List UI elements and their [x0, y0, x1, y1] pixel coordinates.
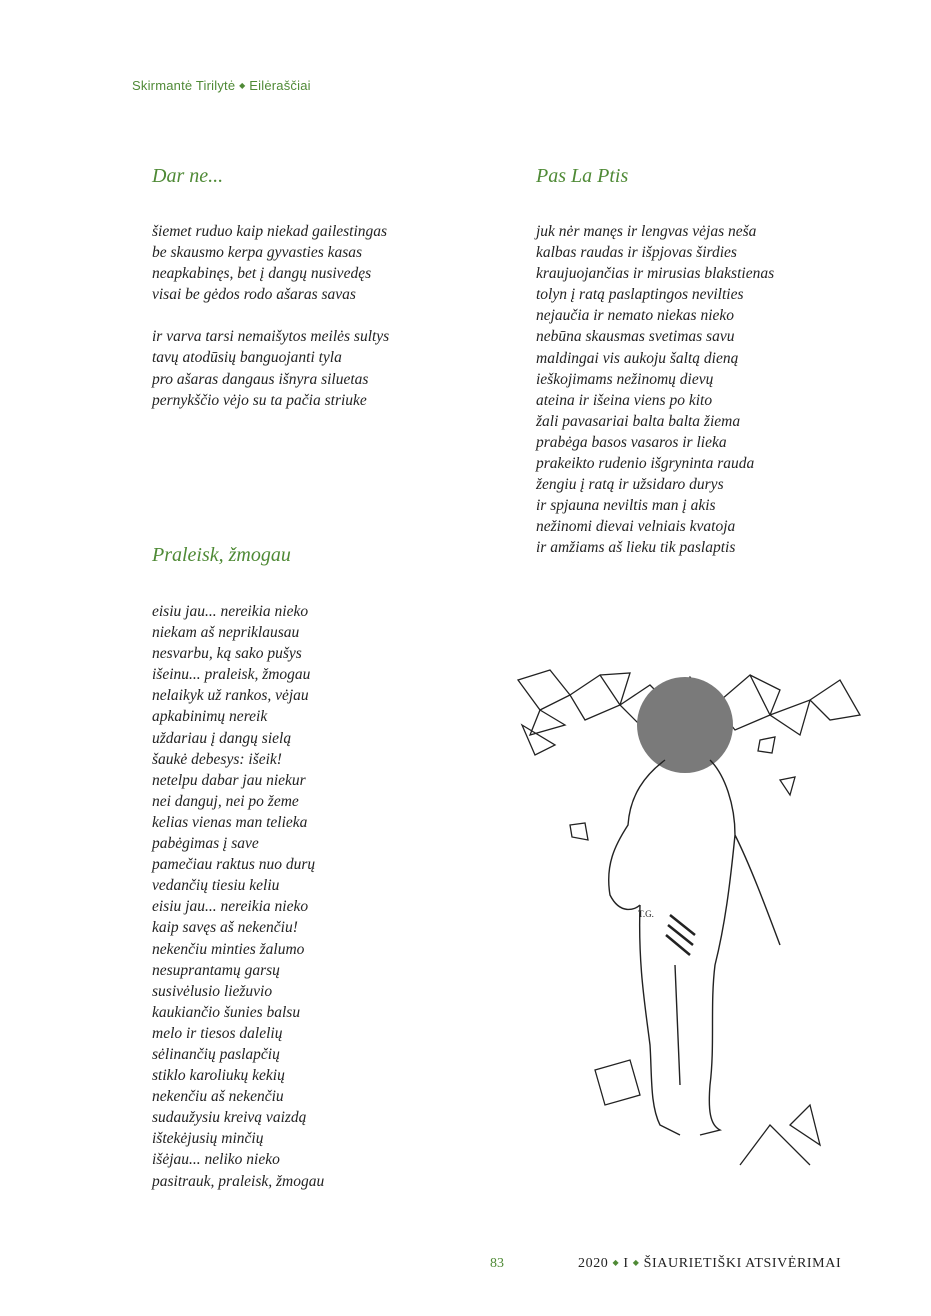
poem-line: uždariau į dangų sielą [152, 729, 292, 747]
poem-line: nei danguj, nei po žeme [152, 792, 299, 810]
artist-signature: T.G. [638, 909, 654, 919]
poem-body [536, 221, 774, 559]
poem-line: prakeikto rudenio išgryninta rauda [536, 455, 755, 473]
stanza-gap [152, 305, 389, 326]
poem-line: kaukiančio šunies balsu [152, 1003, 301, 1021]
poem-pas-la-ptis [536, 165, 774, 559]
section-name: Eilėraščiai [249, 78, 311, 93]
poem-line: be skausmo kerpa gyvasties kasas [152, 244, 363, 262]
poem-body [152, 601, 324, 1192]
poem-line: visai be gėdos rodo ašaras savas [152, 286, 356, 304]
poem-line: nekenčiu aš nekenčiu [152, 1088, 284, 1106]
separator-diamond-icon: ◆ [239, 81, 246, 90]
poem-line: niekam aš nepriklausau [152, 624, 300, 642]
poem-line: ir amžiams aš lieku tik paslaptis [536, 539, 736, 557]
poem-line: ir spjauna neviltis man į akis [536, 497, 716, 515]
poem-line: šiemet ruduo kaip niekad gailestingas [152, 223, 388, 240]
poem-praleisk-zmogau [152, 544, 324, 1192]
poem-line: žengiu į ratą ir užsidaro durys [536, 476, 724, 494]
poem-title: Pas La Ptis [536, 165, 629, 187]
poem-line: išėjau... neliko nieko [152, 1151, 280, 1169]
poem-line: maldingai vis aukoju šaltą dieną [536, 349, 739, 367]
poem-title: Dar ne... [152, 165, 224, 187]
poem-line: pamečiau raktus nuo durų [152, 856, 316, 874]
journal-name: ŠIAURIETIŠKI ATSIVĖRIMAI [643, 1256, 842, 1271]
poem-line: kaip savęs aš nekenčiu! [152, 919, 298, 937]
running-head [132, 78, 311, 93]
poem-line: ištekėjusių minčių [152, 1130, 264, 1148]
poem-line: nelaikyk už rankos, vėjau [152, 687, 309, 705]
poem-line: eisiu jau... nereikia nieko [152, 898, 309, 916]
poem-line: prabėga basos vasaros ir lieka [536, 433, 727, 451]
poem-line: tavų atodūsių banguojanti tyla [152, 349, 342, 367]
poem-line: kalbas raudas ir išpjovas širdies [536, 244, 737, 262]
grey-circle-head [637, 677, 733, 773]
poem-line: tolyn į ratą paslaptingos nevilties [536, 286, 744, 304]
poem-line: neapkabinęs, bet į dangų nusivedęs [152, 265, 372, 283]
poem-line: ieškojimams nežinomų dievų [536, 370, 714, 388]
page-number: 83 [490, 1256, 504, 1271]
poem-line: kraujuojančias ir mirusias blakstienas [536, 265, 775, 283]
poem-line: išeinu... praleisk, žmogau [152, 666, 311, 684]
human-figure [609, 760, 780, 1135]
separator-diamond-icon: ◆ [632, 1258, 640, 1267]
poem-line: kelias vienas man telieka [152, 813, 308, 831]
poem-body [152, 221, 389, 411]
poem-line: pasitrauk, praleisk, žmogau [152, 1172, 325, 1190]
poem-line: ir varva tarsi nemaišytos meilės sultys [152, 328, 390, 346]
poem-line: eisiu jau... nereikia nieko [152, 603, 309, 620]
poem-line: juk nėr manęs ir lengvas vėjas neša [536, 223, 757, 240]
poem-line: pabėgimas į save [152, 835, 259, 853]
issue-year: 2020 [578, 1256, 609, 1271]
author-name: Skirmantė Tirilytė [132, 78, 236, 93]
poem-title: Praleisk, žmogau [152, 544, 291, 566]
poem-line: nežinomi dievai velniais kvatoja [536, 518, 736, 536]
poem-dar-ne [152, 165, 389, 411]
poem-line: nesvarbu, ką sako pušys [152, 645, 302, 663]
separator-diamond-icon: ◆ [612, 1258, 620, 1267]
poem-line: sėlinančių paslapčių [152, 1045, 280, 1063]
poem-line: nejaučia ir nemato niekas nieko [536, 307, 735, 325]
poem-line: pro ašaras dangaus išnyra siluetas [152, 370, 369, 388]
poem-line: vedančių tiesiu keliu [152, 877, 280, 895]
poem-line: nebūna skausmas svetimas savu [536, 328, 735, 346]
poem-line: netelpu dabar jau niekur [152, 771, 306, 789]
issue-number: I [623, 1256, 629, 1271]
journal-footer [578, 1256, 841, 1272]
poem-line: nekenčiu minties žalumo [152, 940, 305, 958]
poem-line: melo ir tiesos dalelių [152, 1024, 283, 1042]
poem-line: pernykščio vėjo su ta pačia striuke [152, 391, 367, 409]
poem-line: šaukė debesys: išeik! [152, 750, 282, 768]
poem-line: susivėlusio liežuvio [152, 982, 273, 1000]
poem-line: žali pavasariai balta balta žiema [536, 412, 741, 430]
poem-line: nesuprantamų garsų [152, 961, 280, 979]
poem-line: sudaužysiu kreivą vaizdą [152, 1109, 307, 1127]
illustration-figure [510, 665, 870, 1170]
poem-line: ateina ir išeina viens po kito [536, 391, 713, 409]
poem-line: apkabinimų nereik [152, 708, 268, 726]
poem-line: stiklo karoliukų kekių [152, 1067, 285, 1085]
